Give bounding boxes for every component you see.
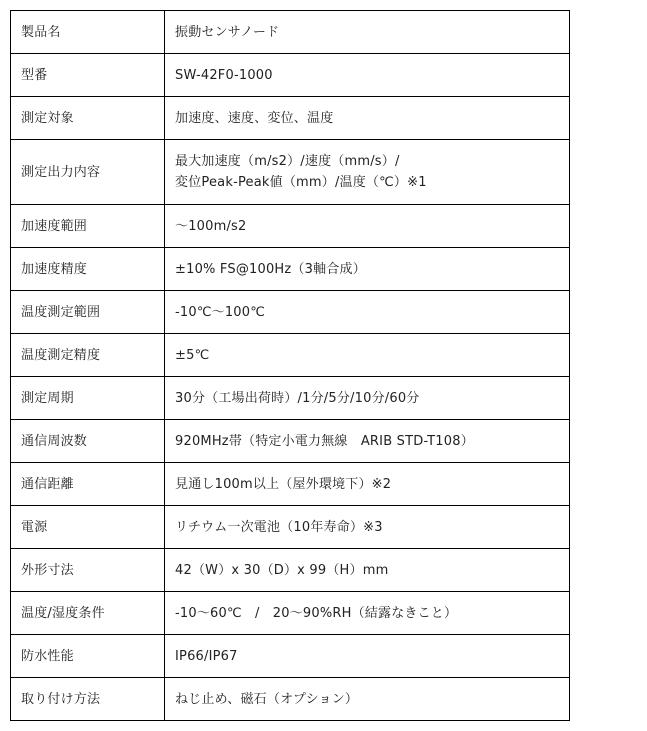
value-line: ±10% FS@100Hz（3軸合成）: [175, 261, 366, 277]
value-line: ±5℃: [175, 347, 210, 363]
value-line: 最大加速度（m/s2）/速度（mm/s）/: [175, 154, 400, 169]
row-value: [165, 592, 570, 635]
row-value: [165, 678, 570, 721]
value-line: 見通し100m以上（屋外環境下）※2: [175, 476, 392, 492]
row-value: [165, 291, 570, 334]
row-label: 測定対象: [11, 97, 165, 140]
spec-table: [10, 10, 570, 721]
row-value: [165, 506, 570, 549]
value-line: -10℃〜100℃: [175, 304, 266, 320]
row-label: 通信周波数: [11, 420, 165, 463]
row-label: 取り付け方法: [11, 678, 165, 721]
value-line: 30分（工場出荷時）/1分/5分/10分/60分: [175, 390, 420, 406]
row-value: [165, 549, 570, 592]
value-line: IP66/IP67: [175, 648, 238, 664]
row-label: 型番: [11, 54, 165, 97]
row-value: [165, 377, 570, 420]
table-row: [11, 97, 570, 140]
table-row: [11, 506, 570, 549]
row-label: 製品名: [11, 11, 165, 54]
row-value: [165, 420, 570, 463]
table-row: [11, 463, 570, 506]
row-label: 温度/湿度条件: [11, 592, 165, 635]
row-label: 電源: [11, 506, 165, 549]
table-row: [11, 549, 570, 592]
row-label: 防水性能: [11, 635, 165, 678]
table-row: [11, 140, 570, 205]
table-row: [11, 205, 570, 248]
row-value: [165, 205, 570, 248]
row-label: 温度測定精度: [11, 334, 165, 377]
row-value: [165, 97, 570, 140]
row-value: [165, 248, 570, 291]
value-line: ねじ止め、磁石（オプション）: [175, 691, 359, 707]
value-line: 42（W）x 30（D）x 99（H）mm: [175, 562, 389, 578]
row-value: [165, 54, 570, 97]
value-line: 加速度、速度、変位、温度: [175, 110, 334, 126]
table-row: [11, 635, 570, 678]
value-line: 920MHz帯（特定小電力無線 ARIB STD-T108）: [175, 433, 474, 449]
row-label: 測定出力内容: [11, 140, 165, 205]
table-row: [11, 11, 570, 54]
row-value: [165, 635, 570, 678]
value-line: 〜100m/s2: [175, 218, 247, 234]
row-label: 測定周期: [11, 377, 165, 420]
value-line: 変位Peak-Peak値（mm）/温度（℃）※1: [175, 175, 427, 190]
row-label: 加速度精度: [11, 248, 165, 291]
row-label: 外形寸法: [11, 549, 165, 592]
row-value: [165, 334, 570, 377]
value-line: リチウム一次電池（10年寿命）※3: [175, 519, 383, 535]
table-row: [11, 678, 570, 721]
row-value: [165, 140, 570, 205]
row-value: [165, 463, 570, 506]
row-label: 加速度範囲: [11, 205, 165, 248]
table-row: [11, 248, 570, 291]
table-row: [11, 334, 570, 377]
value-line: 振動センサノード: [175, 24, 280, 40]
value-line: -10〜60℃ / 20〜90%RH（結露なきこと）: [175, 605, 458, 621]
table-row: [11, 420, 570, 463]
table-row: [11, 54, 570, 97]
row-value: [165, 11, 570, 54]
table-row: [11, 291, 570, 334]
row-label: 通信距離: [11, 463, 165, 506]
row-label: 温度測定範囲: [11, 291, 165, 334]
table-row: [11, 377, 570, 420]
value-line: SW-42F0-1000: [175, 67, 273, 83]
table-row: [11, 592, 570, 635]
